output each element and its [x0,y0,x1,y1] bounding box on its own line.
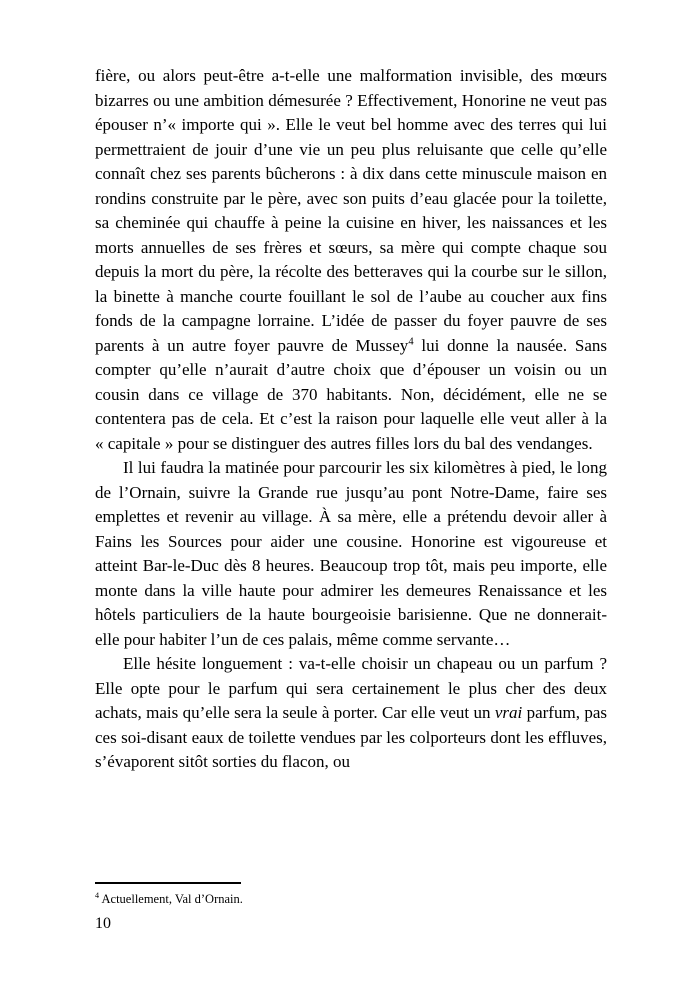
text-segment: vrai [494,703,523,722]
paragraph [95,456,607,652]
text-segment: lui donne la nausée. Sans compter qu’elle n’aurait d’autre choix que d’épouser un voisin ou un cousin dans ce village de 370 habitants. Non, décidément, elle ne se contentera pas de cela. Et c’est la raison pour laquelle elle veut aller à la « capitale » pour se distinguer des autres filles lors du bal des vendanges. [95,335,607,453]
page-number: 10 [95,915,111,932]
text-segment: fière, ou alors peut-être a-t-elle une malformation invisible, des mœurs bizarres ou une ambition démesurée ? Effectivement, Honorine ne veut pas épouser n’« importe qui ». Elle le veut bel homme avec des terres qui lui permettraient de jouir d’une vie un peu plus reluisante que celle qu’elle connaît chez ses parents bûcherons : à dix dans cette minuscule maison en rondins construite par le père, avec son puits d’eau glacée pour la toilette, sa cheminée qui chauffe à peine la cuisine en hiver, les naissances et les morts annuelles de ses frères et sœurs, sa mère qui compte chaque sou depuis la mort du père, la récolte des betteraves qui la courbe sur le sillon, la binette à manche courte fouillant le sol de l’aube au coucher aux fins fonds de la campagne lorraine. L’idée de passer du foyer pauvre de ses parents à un autre foyer pauvre de Mussey [95,66,607,355]
footnote-separator [95,882,241,884]
paragraph [95,64,607,456]
footnote-reference: 4 [408,335,414,347]
text-segment: parfum, pas ces soi-disant eaux de toilette vendues par les colporteurs dont les effluves, s’évaporent sitôt sorties du flacon, ou [95,703,607,771]
page-text [95,64,607,775]
footnote-text: Actuellement, Val d’Ornain. [99,892,243,906]
page-footer [95,882,607,934]
footnote [95,891,607,907]
footnote-marker: 4 [95,890,100,900]
text-segment: Il lui faudra la matinée pour parcourir les six kilomètres à pied, le long de l’Ornain, suivre la Grande rue jusqu’au pont Notre-Dame, faire ses emplettes et revenir au village. À sa mère, elle a prétendu devoir aller à Fains les Sources pour aider une cousine. Honorine est vigoureuse et atteint Bar-le-Duc dès 8 heures. Beaucoup trop tôt, mais peu importe, elle monte dans la ville haute pour admirer les demeures Renaissance et les hôtels particuliers de la haute bourgeoisie barisienne. Que ne donnerait-elle pour habiter l’un de ces palais, même comme servante… [95,458,607,649]
text-segment: Elle hésite longuement : va-t-elle choisir un chapeau ou un parfum ? Elle opte pour le parfum qui sera certainement le plus cher des deux achats, mais qu’elle sera la seule à porter. Car elle veut un [95,654,607,722]
paragraph [95,652,607,775]
